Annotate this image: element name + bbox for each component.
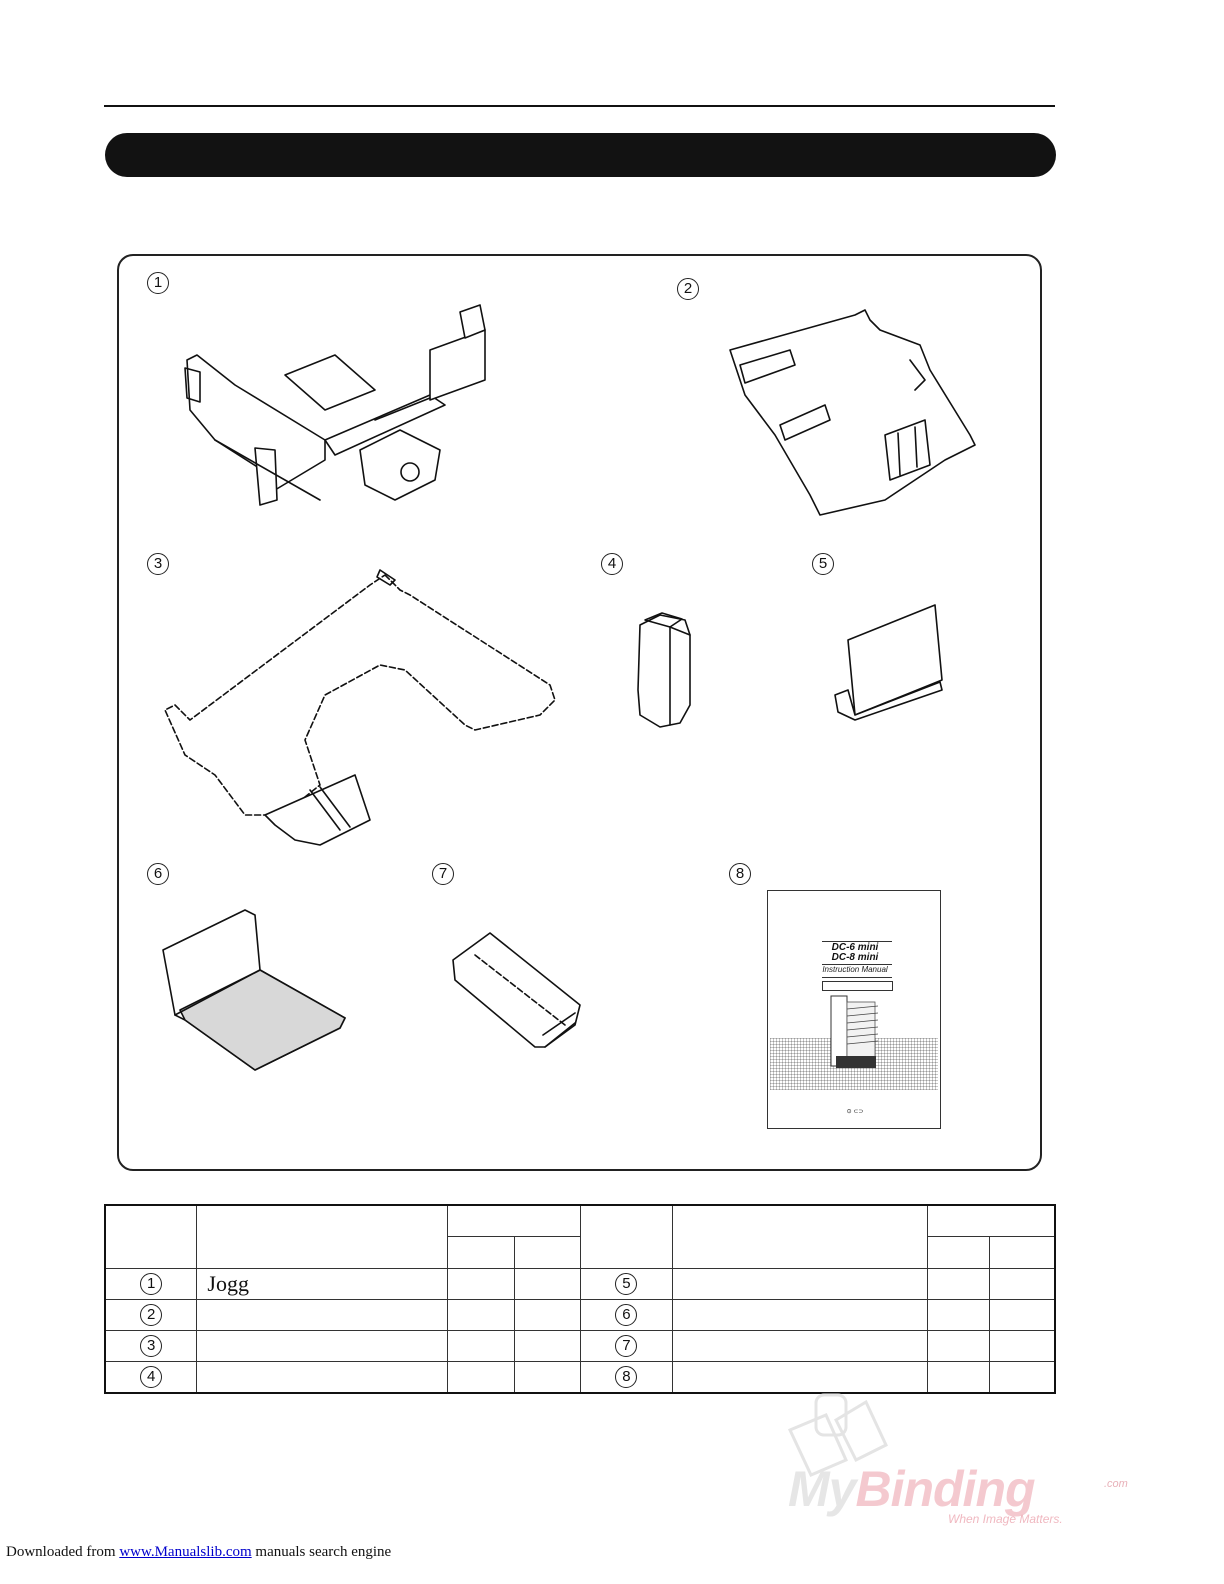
parts-table [104,1204,1056,1394]
table-cell [448,1300,515,1331]
table-cell [989,1362,1055,1394]
watermark-brand [788,1460,1035,1518]
part-number-1: 1 [147,272,169,294]
top-rule [104,105,1055,107]
header-cell [672,1205,927,1269]
table-row [105,1269,1055,1300]
table-cell [927,1300,989,1331]
header-cell [197,1205,448,1269]
row-number: 4 [140,1366,162,1388]
table-cell [989,1269,1055,1300]
manual-subtitle: Instruction Manual [822,965,888,974]
part-name [197,1300,448,1331]
part-8-manual-cover [767,890,941,1129]
table-cell [927,1331,989,1362]
table-cell [515,1362,581,1394]
table-row [105,1362,1055,1394]
row-number: 7 [615,1335,637,1357]
table-cell [448,1331,515,1362]
footer-prefix: Downloaded from [6,1544,120,1560]
part-number-3: 3 [147,553,169,575]
part-3-drawing [155,565,565,850]
part-number-5: 5 [812,553,834,575]
part-1-drawing [175,300,505,510]
table-cell [515,1269,581,1300]
part-number-4: 4 [601,553,623,575]
header-cell [448,1205,581,1237]
part-number-2: 2 [677,278,699,300]
row-number: 3 [140,1335,162,1357]
table-cell [515,1331,581,1362]
part-5-drawing [830,600,950,725]
section-title-banner [105,133,1056,177]
table-row [105,1300,1055,1331]
part-2-drawing [720,295,985,520]
watermark-brand-part1: My [788,1461,856,1517]
footer-suffix: manuals search engine [251,1544,392,1560]
part-name [197,1362,448,1394]
footer [6,1544,391,1561]
header-cell [105,1205,197,1269]
table-row [105,1331,1055,1362]
part-name [197,1331,448,1362]
table-cell [927,1362,989,1394]
part-6-drawing [155,900,355,1075]
part-name [672,1269,927,1300]
row-number: 6 [615,1304,637,1326]
part-number-6: 6 [147,863,169,885]
part-number-7: 7 [432,863,454,885]
part-name [672,1331,927,1362]
row-number: 8 [615,1366,637,1388]
manual-machine-image [826,994,886,1074]
table-cell [927,1269,989,1300]
part-7-drawing [445,925,590,1055]
header-cell [448,1237,515,1269]
part-4-drawing [630,605,700,730]
part-name [672,1300,927,1331]
watermark-suffix: .com [1104,1478,1128,1490]
manual-brand-mark: ⊙ ⊂⊃ [846,1109,864,1115]
part-number-8: 8 [729,863,751,885]
header-cell [580,1205,672,1269]
table-cell [448,1362,515,1394]
manualslib-link[interactable]: www.Manualslib.com [119,1544,252,1560]
header-cell [989,1237,1055,1269]
part-name [672,1362,927,1394]
table-cell [989,1300,1055,1331]
watermark-tagline: When Image Matters. [948,1512,1063,1526]
table-cell [989,1331,1055,1362]
manual-title-line-1: DC-6 mini [831,942,879,953]
table-cell [448,1269,515,1300]
manual-rule [822,977,892,978]
row-number: 2 [140,1304,162,1326]
header-cell [927,1205,1055,1237]
header-cell [927,1237,989,1269]
row-number: 5 [615,1273,637,1295]
manual-text-bar [822,981,893,991]
table-cell [515,1300,581,1331]
part-name: Jogg [197,1269,448,1300]
watermark-brand-part2: Binding [855,1461,1035,1517]
header-cell [515,1237,581,1269]
table-header-row [105,1205,1055,1237]
row-number: 1 [140,1273,162,1295]
manual-title-line-2: DC-8 mini [831,952,879,963]
